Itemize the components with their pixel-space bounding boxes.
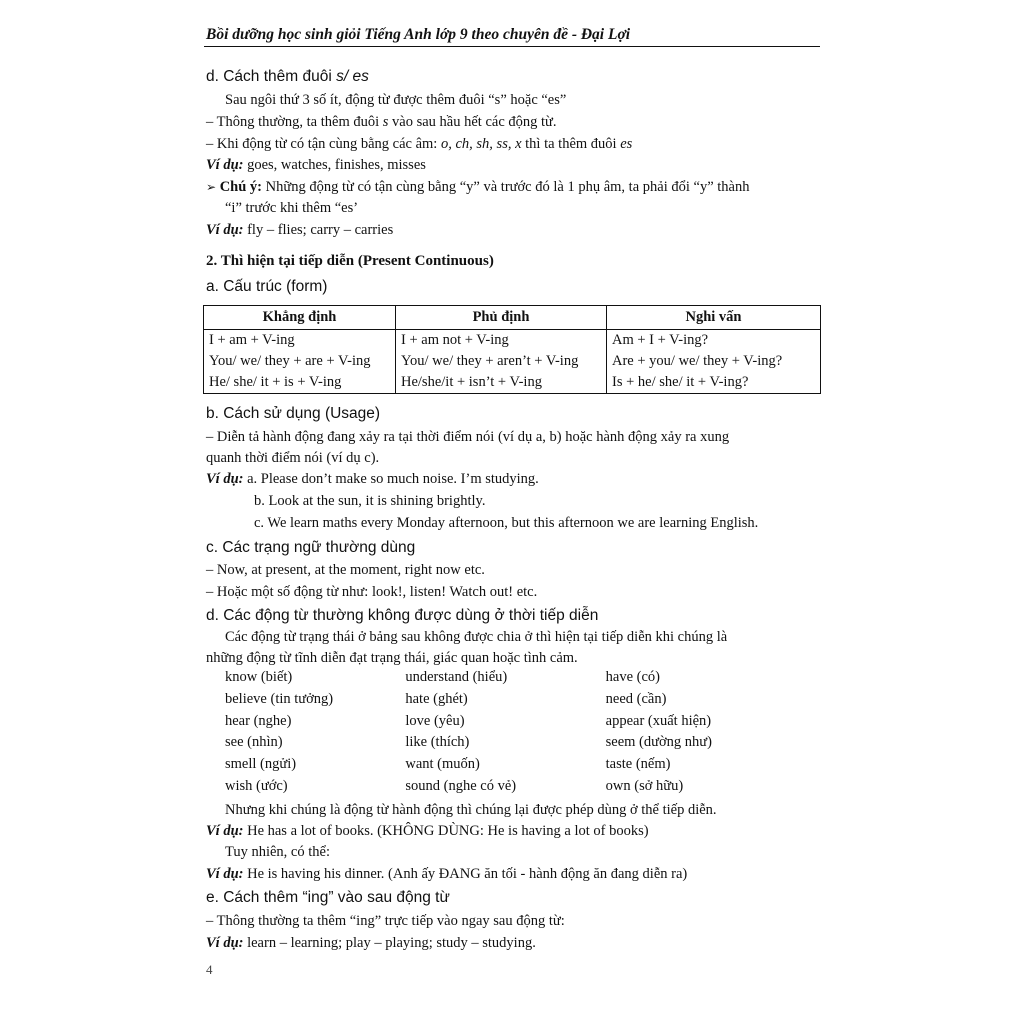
table-cell: You/ we/ they + are + V-ing: [204, 351, 396, 372]
verb-cell: wish (ước): [225, 777, 288, 794]
stative-but-line: Nhưng khi chúng là động từ hành động thì chúng lại được phép dùng ở thể tiếp diễn.: [225, 802, 717, 818]
table-cell: I + am + V-ing: [204, 330, 396, 352]
s-es-bullet-1: [206, 114, 557, 131]
heading-form: a. Cấu trúc (form): [206, 278, 328, 295]
s-es-rule-intro: Sau ngôi thứ 3 số ít, động từ được thêm đuôi “s” hoặc “es”: [225, 92, 567, 108]
table-header-negative: Phủ định: [396, 306, 607, 330]
stative-line-2: những động từ tĩnh diễn đạt trạng thái, giác quan hoặc tình cảm.: [206, 650, 578, 666]
arrow-bullet-icon: ➢: [206, 180, 217, 194]
heading-usage: b. Cách sử dụng (Usage): [206, 405, 381, 422]
note-label: Chú ý:: [219, 179, 262, 195]
list-item: [225, 713, 785, 735]
usage-example-b: b. Look at the sun, it is shining brightly.: [254, 493, 486, 509]
adverbs-line-1: – Now, at present, at the moment, right now etc.: [206, 562, 485, 578]
stative-example-1-text: He has a lot of books. (KHÔNG DÙNG: He is having a lot of books): [243, 823, 649, 839]
heading-add-ing: e. Cách thêm “ing” vào sau động từ: [206, 889, 450, 906]
form-table: [203, 305, 821, 394]
verb-cell: sound (nghe có vẻ): [405, 777, 517, 794]
add-ing-example: [206, 935, 536, 952]
table-row: [204, 372, 821, 394]
add-ing-example-text: learn – learning; play – playing; study – studying.: [243, 935, 536, 951]
stative-line-1: Các động từ trạng thái ở bảng sau không được chia ở thì hiện tại tiếp diễn khi chúng là: [225, 629, 728, 645]
heading-adverbs: c. Các trạng ngữ thường dùng: [206, 539, 416, 556]
s-es-example-2-text: fly – flies; carry – carries: [243, 222, 394, 238]
example-label: Ví dụ:: [206, 222, 244, 238]
heading-add-s-es: [206, 68, 369, 86]
section-2-title: 2. Thì hiện tại tiếp diễn (Present Continuous): [206, 253, 494, 269]
s-es-note-line-2: “i” trước khi thêm “es’: [225, 200, 359, 216]
heading-add-s-es-suffix: s/ es: [336, 68, 369, 85]
s-es-bullet-2-text-c: thì ta thêm đuôi: [521, 136, 621, 152]
table-cell: Is + he/ she/ it + V-ing?: [607, 372, 821, 394]
s-es-bullet-2: [206, 136, 632, 153]
verb-cell: know (biết): [225, 669, 293, 685]
verb-cell: taste (nếm): [605, 756, 671, 773]
table-cell: I + am not + V-ing: [396, 330, 607, 352]
s-es-bullet-2-text-a: – Khi động từ có tận cùng bằng các âm:: [206, 136, 441, 152]
s-es-bullet-1-text-c: vào sau hầu hết các động từ.: [388, 114, 557, 130]
usage-example-c: c. We learn maths every Monday afternoon, but this afternoon we are learning English.: [254, 515, 759, 531]
list-item: [225, 756, 785, 778]
example-label: Ví dụ:: [206, 935, 244, 951]
s-es-bullet-1-text-b: s: [382, 114, 389, 130]
page-number: 4: [206, 962, 213, 977]
table-header-question: Nghi vấn: [607, 306, 821, 330]
table-cell: He/ she/ it + is + V-ing: [204, 372, 396, 394]
table-cell: Are + you/ we/ they + V-ing?: [607, 351, 821, 372]
heading-stative-verbs: d. Các động từ thường không được dùng ở thời tiếp diễn: [206, 607, 599, 624]
list-item: [225, 734, 785, 756]
example-label: Ví dụ:: [206, 471, 244, 487]
usage-line-2: quanh thời điểm nói (ví dụ c).: [206, 450, 380, 466]
table-cell: You/ we/ they + aren’t + V-ing: [396, 351, 607, 372]
stative-however-line: Tuy nhiên, có thể:: [225, 844, 330, 860]
verb-cell: like (thích): [405, 734, 470, 751]
s-es-example-1-text: goes, watches, finishes, misses: [243, 157, 426, 173]
verb-cell: see (nhìn): [225, 734, 283, 751]
verb-cell: believe (tin tưởng): [225, 690, 334, 707]
s-es-bullet-1-text-a: – Thông thường, ta thêm đuôi: [206, 114, 383, 130]
verb-cell: appear (xuất hiện): [605, 712, 712, 729]
example-label: Ví dụ:: [206, 157, 244, 173]
stative-example-2: [206, 866, 687, 883]
verb-cell: seem (dường như): [605, 734, 712, 751]
verb-cell: have (có): [605, 669, 660, 685]
table-row: [204, 330, 821, 352]
verb-cell: hear (nghe): [225, 712, 292, 729]
list-item: [225, 669, 785, 691]
verb-cell: understand (hiểu): [405, 669, 508, 685]
example-label: Ví dụ:: [206, 823, 244, 839]
stative-verb-list: [225, 669, 785, 800]
s-es-bullet-2-text-b: o, ch, sh, ss, x: [440, 136, 522, 152]
adverbs-line-2: – Hoặc một số động từ như: look!, listen! Watch out! etc.: [206, 584, 538, 600]
verb-cell: need (cần): [605, 690, 667, 707]
verb-cell: smell (ngửi): [225, 756, 297, 773]
s-es-note-line-1: Những động từ có tận cùng bằng “y” và trước đó là 1 phụ âm, ta phải đổi “y” thành: [262, 179, 750, 195]
verb-cell: own (sở hữu): [605, 777, 684, 794]
table-header-affirmative: Khẳng định: [204, 306, 396, 330]
s-es-note: [206, 179, 749, 196]
stative-example-1: [206, 823, 649, 840]
add-ing-line-1: – Thông thường ta thêm “ing” trực tiếp vào ngay sau động từ:: [206, 913, 565, 929]
usage-example-a: [206, 471, 539, 488]
usage-example-a-text: a. Please don’t make so much noise. I’m studying.: [243, 471, 539, 487]
table-row: [204, 351, 821, 372]
s-es-bullet-2-text-d: es: [620, 136, 633, 152]
table-cell: He/she/it + isn’t + V-ing: [396, 372, 607, 394]
example-label: Ví dụ:: [206, 866, 244, 882]
s-es-example-2: [206, 222, 393, 239]
usage-line-1: – Diễn tả hành động đang xảy ra tại thời điểm nói (ví dụ a, b) hoặc hành động xảy ra xung: [206, 429, 730, 445]
header-rule: [204, 46, 820, 47]
heading-add-s-es-prefix: d. Cách thêm đuôi: [206, 68, 337, 85]
running-header: Bồi dưỡng học sinh giỏi Tiếng Anh lớp 9 theo chuyên đề - Đại Lợi: [206, 26, 631, 43]
verb-cell: love (yêu): [405, 712, 465, 729]
stative-example-2-text: He is having his dinner. (Anh ấy ĐANG ăn tối - hành động ăn đang diễn ra): [243, 866, 688, 882]
verb-cell: hate (ghét): [405, 690, 468, 707]
list-item: [225, 691, 785, 713]
table-cell: Am + I + V-ing?: [607, 330, 821, 352]
s-es-example-1: [206, 157, 426, 174]
form-table-header-row: [204, 306, 821, 330]
verb-cell: want (muốn): [405, 756, 480, 773]
list-item: [225, 778, 785, 800]
